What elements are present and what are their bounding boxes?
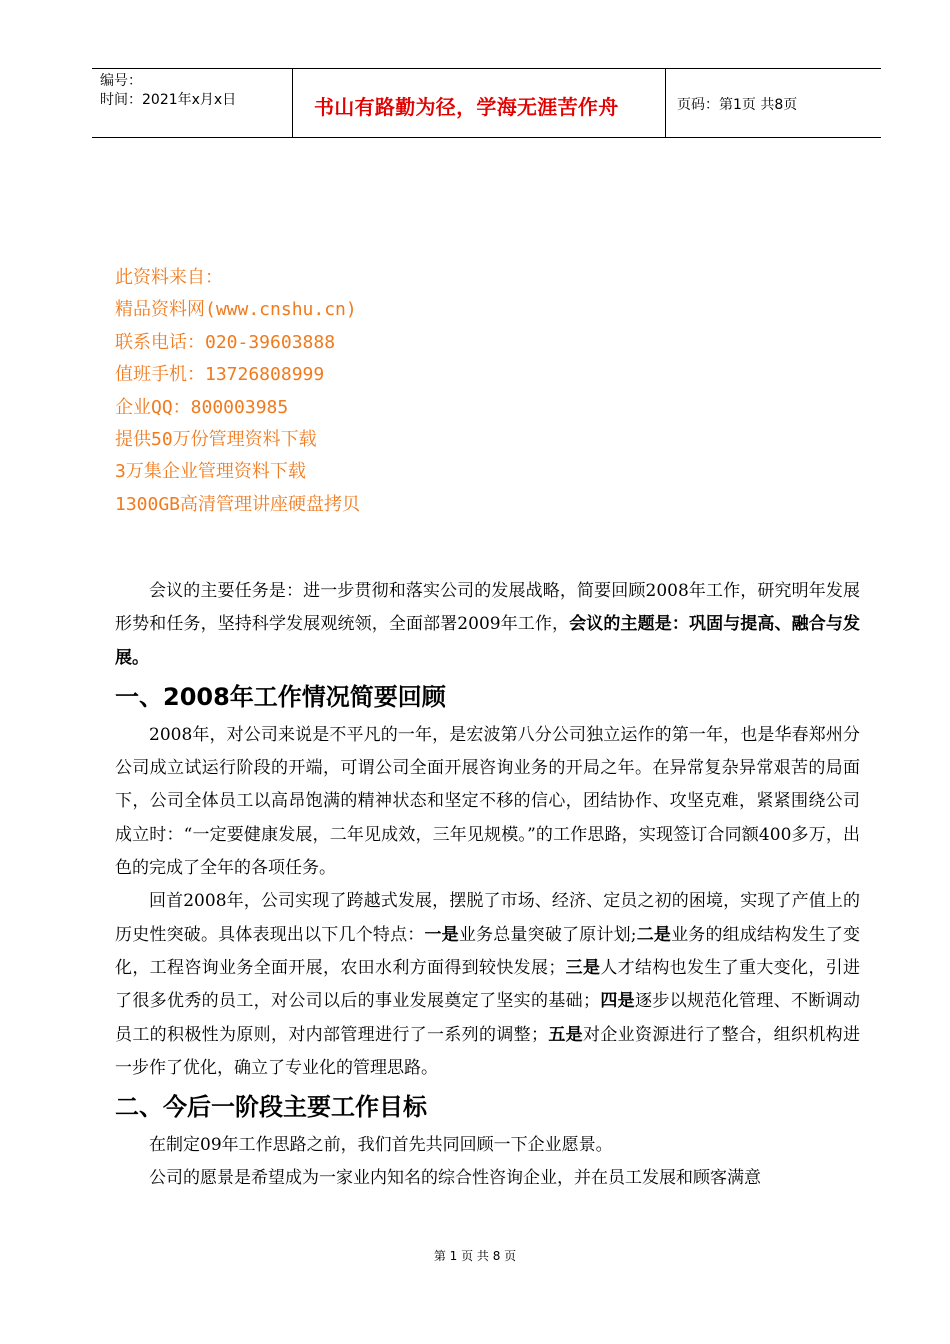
header-motto: 书山有路勤为径，学海无涯苦作舟 [314,95,619,119]
paragraph-text: 对企业资源进行了整合，组织机构进一步作了优化，确立了专业化的管理思路。 [115,1024,860,1078]
promo-line: 提供50万份管理资料下载 [115,428,317,450]
intro-paragraph [115,575,860,675]
paragraph-text: 业务的组成结构发生了变化，工程咨询业务全面开展，农田水利方面得到较快发展； [115,924,861,978]
code-label: 编号： [100,73,142,89]
paragraph-text: 回首2008年，公司实现了跨越式发展，摆脱了市场、经济、定员之初的困境，实现了产值上的历史性突破。具体表现出以下几个特点： [115,891,860,945]
page-footer: 第 1 页 共 8 页 [433,1249,517,1263]
bold-marker: 一是 [424,924,459,945]
bold-marker: 二是 [636,924,672,945]
body-paragraph: 在制定09年工作思路之前，我们首先共同回顾一下企业愿景。 [149,1135,613,1156]
promo-line: 联系电话：020-39603888 [115,331,336,353]
section-title: 二、今后一阶段主要工作目标 [115,1093,427,1122]
bold-marker: 三是 [565,957,601,978]
header-meta [100,72,236,110]
promo-line: 精品资料网(www.cnshu.cn) [115,299,357,321]
promo-line: 此资料来自： [115,267,223,288]
header-page-info: 页码：第1页 共8页 [677,97,798,113]
intro-text: 会议的主要任务是：进一步贯彻和落实公司的发展战略，简要回顾2008年工作，研究明年发展形势和任务，坚持科学发展观统领，全面部署2009年工作， [115,581,860,635]
paragraph-text: 人才结构也发生了重大变化，引进了很多优秀的员工，对公司以后的事业发展奠定了坚实的基础； [115,957,861,1012]
intro-bold: 会议的主题是：巩固与提高、融合与发展。 [115,614,861,668]
body-paragraph: 2008年，对公司来说是不平凡的一年，是宏波第八分公司独立运作的第一年，也是华春郑州分公司成立试运行阶段的开端，可谓公司全面开展咨询业务的开局之年。在异常复杂异常艰苦的局面下，公司全体员工以高昂饱满的精神状态和坚定不移的信心，团结协作、攻坚克难，紧紧围绕公司成立时：“一定要健康发展，二年见成效，三年见规模。”的工作思路，实现签订合同额400多万，出色的完成了全年的各项任务。 [115,724,860,879]
header-divider [665,69,666,137]
promo-line: 值班手机：13726808999 [115,364,325,386]
promo-line: 企业QQ：800003985 [115,396,289,418]
section-title: 一、2008年工作情况简要回顾 [115,682,446,711]
promo-block [115,262,360,521]
promo-line: 3万集企业管理资料下载 [115,461,306,483]
document-body [115,575,860,1196]
body-paragraph [115,885,860,1085]
paragraph-text: 业务总量突破了原计划; [458,924,637,945]
bold-marker: 四是 [600,991,635,1012]
paragraph-text: 逐步以规范化管理、不断调动员工的积极性为原则，对内部管理进行了一系列的调整； [115,991,860,1045]
bold-marker: 五是 [548,1024,583,1045]
time-label: 时间：2021年x月x日 [100,92,237,108]
document-header [92,68,881,138]
promo-line: 1300GB高清管理讲座硬盘拷贝 [115,493,361,515]
header-divider [292,69,293,137]
body-paragraph: 公司的愿景是希望成为一家业内知名的综合性咨询企业，并在员工发展和顾客满意 [149,1168,761,1189]
